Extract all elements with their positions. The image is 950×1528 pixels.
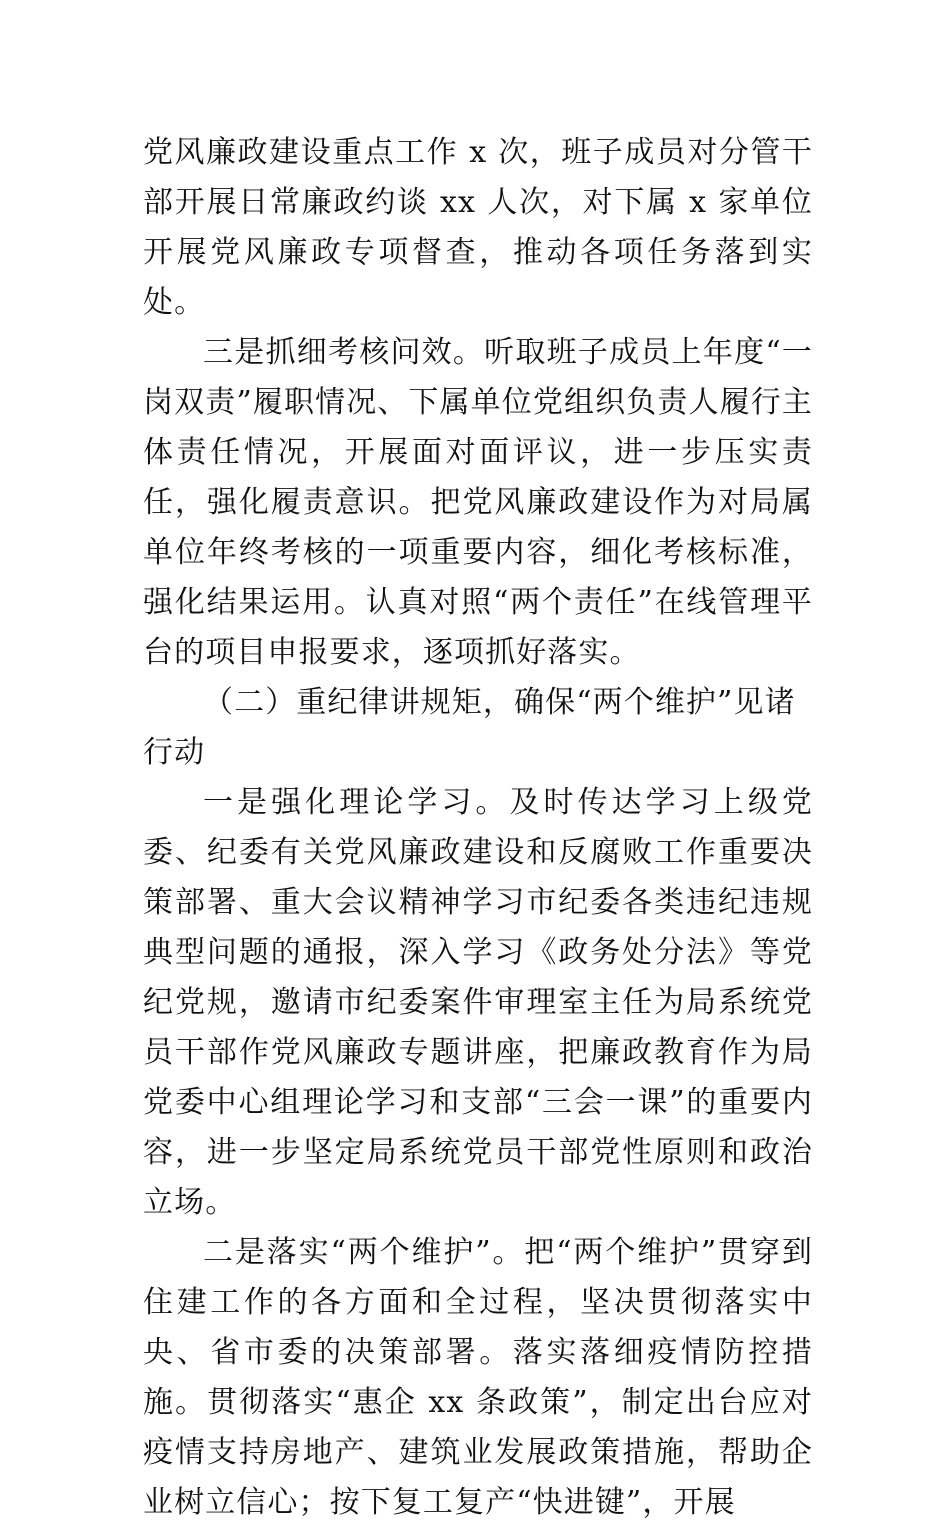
section-heading-discipline: （二）重纪律讲规矩，确保“两个维护”见诸行动: [143, 685, 796, 770]
paragraph-two-maintenance: 二是落实“两个维护”。把“两个维护”贯穿到住建工作的各方面和全过程，坚决贯彻落实中央、省市委的决策部署。落实落细疫情防控措施。贯彻落实“惠企 xx 条政策”，制定出台应对疫情支持房地产、建筑业发展政策措施，帮助企业树立信心；按下复工复产“快进键”，开展: [143, 1235, 813, 1520]
document-body: [143, 128, 813, 1528]
paragraph-theory-study: 一是强化理论学习。及时传达学习上级党委、纪委有关党风廉政建设和反腐败工作重要决策部署、重大会议精神学习市纪委各类违纪违规典型问题的通报，深入学习《政务处分法》等党纪党规，邀请市纪委案件审理室主任为局系统党员干部作党风廉政专题讲座，把廉政教育作为局党委中心组理论学习和支部“三会一课”的重要内容，进一步坚定局系统党员干部党性原则和政治立场。: [143, 785, 813, 1220]
paragraph-continuation: 党风廉政建设重点工作 x 次，班子成员对分管干部开展日常廉政约谈 xx 人次，对下属 x 家单位开展党风廉政专项督查，推动各项任务落到实处。: [143, 135, 813, 320]
paragraph-assessment: 三是抓细考核问效。听取班子成员上年度“一岗双责”履职情况、下属单位党组织负责人履行主体责任情况，开展面对面评议，进一步压实责任，强化履责意识。把党风廉政建设作为对局属单位年终考核的一项重要内容，细化考核标准，强化结果运用。认真对照“两个责任”在线管理平台的项目申报要求，逐项抓好落实。: [143, 335, 813, 670]
